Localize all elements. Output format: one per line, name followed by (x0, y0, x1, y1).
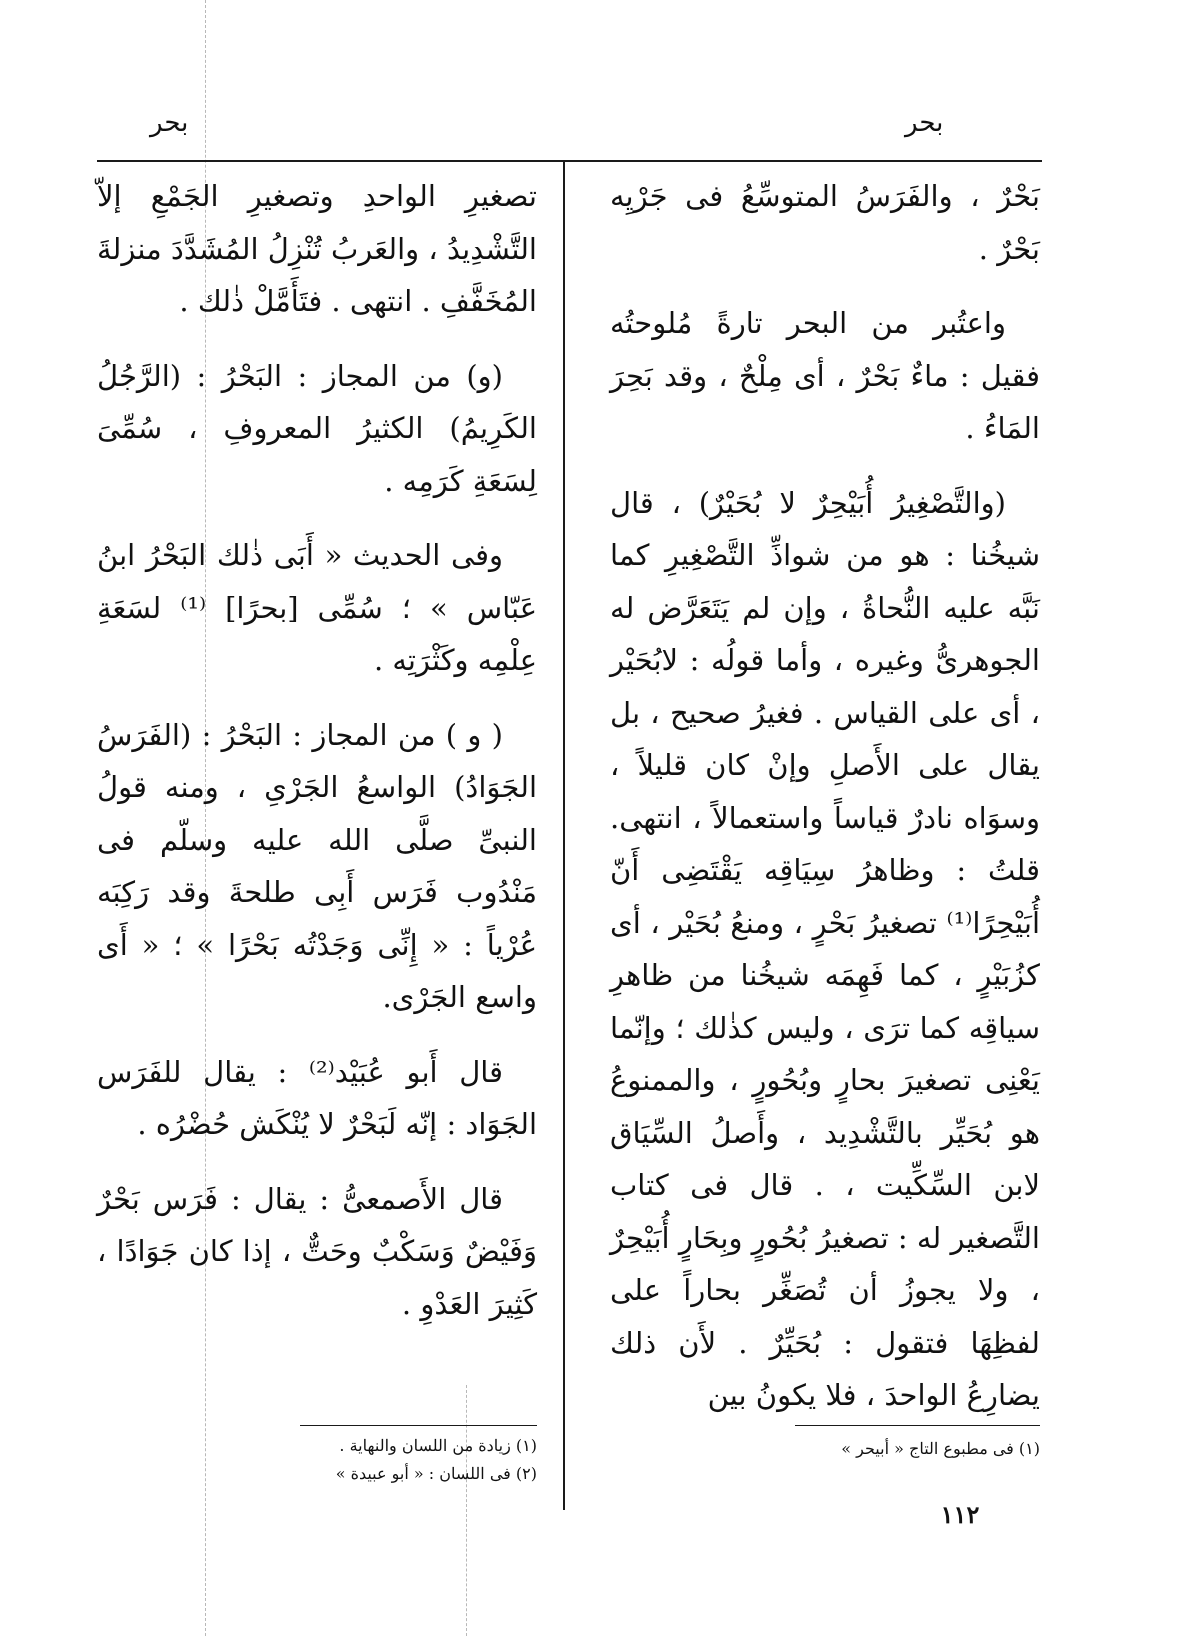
footnote: (١) فى مطبوع التاج « أبيحر » (841, 1439, 1040, 1458)
running-headword-right: بحر (905, 108, 944, 138)
paragraph: ( و ) من المجاز : البَحْرُ : (الفَرَسُ الجَوَادُ) الواسعُ الجَرْىِ ، ومنه قولُ النبىِّ صلَّى الله عليه وسلّم فى مَنْدُوب فَرَس أَبِى طلحةَ وقد رَكِبَه عُرْياً : « إِنِّى وَجَدْتُه بَحْرًا » ؛ « أَى واسع الجَرْى. (97, 717, 537, 1014)
paragraph: بَحْرٌ ، والفَرَسُ المتوسِّعُ فى جَرْيِه بَحْرٌ . (610, 179, 1040, 266)
footnote-rule-right (795, 1425, 1040, 1426)
footnote: (١) زيادة من اللسان والنهاية . (339, 1436, 537, 1455)
paragraph: تصغيرِ الواحدِ وتصغيرِ الجَمْعِ إلاّ التَّشْدِيدُ ، والعَربُ تُنْزِلُ المُشَدَّدَ منزلةَ المُخَفَّفِ . انتهى . فتَأَمَّلْ ذٰلك . (97, 179, 537, 318)
column-divider (563, 160, 565, 1510)
footnotes-left (97, 1432, 537, 1488)
header-rule (97, 160, 1042, 162)
left-column (97, 170, 537, 1352)
paragraph: (والتَّصْغِيرُ أُبَيْحِرٌ لا بُحَيْرٌ) ، قال شيخُنا : هو من شواذِّ التَّصْغِيرِ كما نَبَّه عليه النُّحاةُ ، وإن لم يَتَعَرَّض له الجوهرىُّ وغيره ، وأما قولُه : لابُحَيْر ، أى على القياس . فغيرُ صحيح ، بل يقال على الأَصلِ وإنْ كان قليلاً ، وسوَاه نادرٌ قياساً واستعمالاً ، انتهى. قلتُ : وظاهرُ سِيَاقِه يَقْتَضِى أَنّ أُبَيْحِرًا⁽¹⁾ تصغيرُ بَحْرٍ ، ومنعُ بُحَيْر ، أى كزُبَيْرٍ ، كما فَهِمَه شيخُنا من ظاهرِ سياقِه كما ترَى ، وليس كذٰلك ؛ وإنّما يَعْنِى تصغيرَ بحارٍ وبُحُورٍ ، والممنوعُ هو بُحَيِّر بالتَّشْدِيد ، وأَصلُ السِّيَاق لابن السِّكِّيت ، . قال فى كتاب التَّصغير له : تصغيرُ بُحُورٍ وبِحَارٍ أُبَيْحِرٌ ، ولا يجوزُ أن تُصَغِّر بحاراً على لفظِهَا فتقول : بُحَيِّرٌ . لأَن ذلك يضارِعُ الواحدَ ، فلا يكونُ بين (610, 485, 1040, 1412)
page-number: ١١٢ (940, 1500, 980, 1529)
running-headword-left: بحر (150, 108, 189, 138)
footnote: (٢) فى اللسان : « أبو عبيدة » (335, 1464, 537, 1483)
paragraph: واعتُبر من البحر تارةً مُلوحتُه فقيل : ماءٌ بَحْرٌ ، أى مِلْحٌ ، وقد بَحِرَ المَاءُ . (610, 306, 1040, 445)
paragraph: (و) من المجاز : البَحْرُ : (الرَّجُلُ الكَرِيمُ) الكثيرُ المعروفِ ، سُمِّىَ لِسَعَةِ كَرَمِه . (97, 358, 537, 498)
scan-fold-line (466, 1385, 467, 1636)
paragraph: قال الأَصمعىُّ : يقال : فَرَس بَحْرٌ وَفَيْضٌ وَسَكْبٌ وحَتٌّ ، إذا كان جَوَادًا ، كَثِيرَ العَدْوِ . (97, 1181, 537, 1321)
footnotes-right (610, 1435, 1040, 1463)
paragraph: قال أَبو عُبَيْد⁽²⁾ : يقال للفَرَس الجَوَاد : إنّه لَبَحْرٌ لا يُنْكَش حُضْرُه . (97, 1054, 537, 1141)
footnote-rule-left (300, 1425, 537, 1426)
paragraph: وفى الحديث « أَبَى ذٰلك البَحْرُ ابنُ عَبّاس » ؛ سُمِّى [بحرًا] ⁽¹⁾ لسَعَةِ عِلْمِه وكَثْرَتِه . (97, 538, 537, 677)
right-column (610, 170, 1040, 1444)
